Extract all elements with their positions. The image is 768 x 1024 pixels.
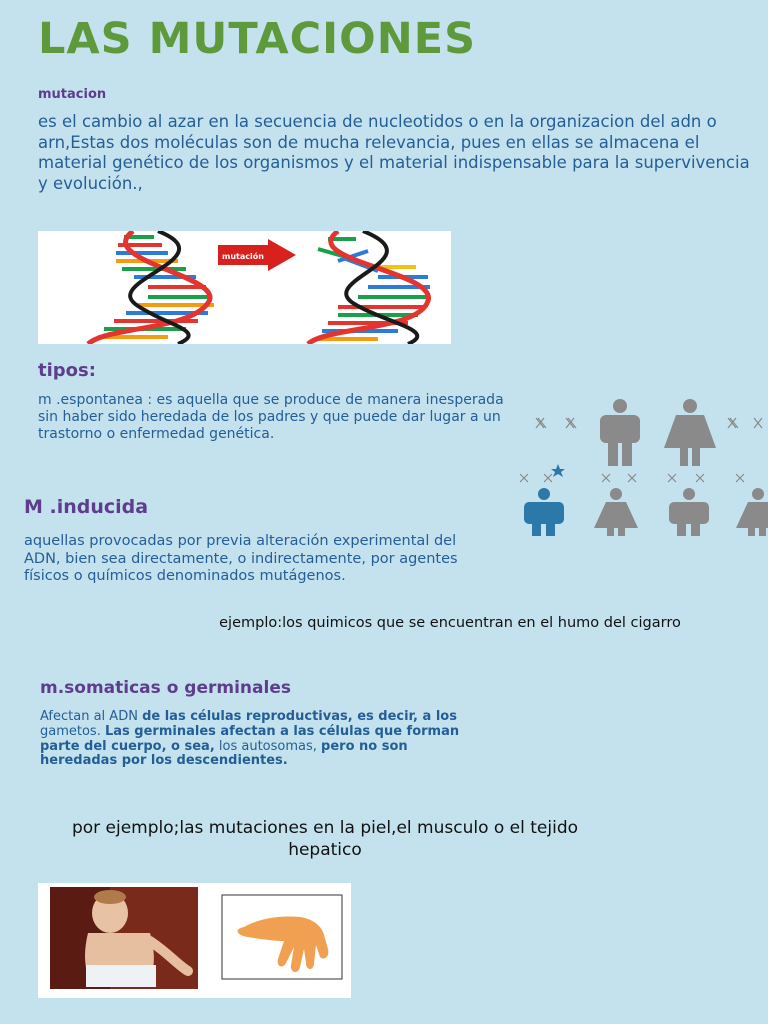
subheading-mutacion: mutacion: [38, 87, 107, 102]
dna-helix-left: [88, 231, 214, 344]
somaticas-example: por ejemplo;las mutaciones en la piel,el musculo o el tejido hepatico: [71, 818, 579, 860]
mutation-star-icon: [551, 464, 565, 477]
inheritance-figures: [508, 398, 768, 543]
arrow-label: mutación: [222, 252, 264, 261]
somaticas-bold-part: Las germinales afectan a las células que forman parte del cuerpo, o sea,: [40, 723, 460, 754]
dna-helix-right: [308, 231, 430, 344]
inducida-example: ejemplo:los quimicos que se encuentran en el humo del cigarro: [219, 615, 681, 631]
somaticas-bold-part: de las células reproductivas, es decir, a los: [142, 709, 457, 724]
intro-paragraph: es el cambio al azar en la secuencia de nucleotidos o en la organizacion del adn o arn,Estas dos moléculas son de mucha relevancia, pues en ellas se almacena el material genético de los organismos y el material indispensable para la supervivencia y evolución.,: [38, 112, 750, 193]
child-male-icon: [669, 488, 709, 536]
child-female-icon: [594, 488, 638, 536]
somaticas-heading: m.somaticas o germinales: [40, 678, 291, 698]
child-mutated-icon: [524, 488, 564, 536]
parent-female-icon: [664, 399, 716, 466]
somaticas-text-part: los autosomas,: [214, 738, 322, 754]
inheritance-diagram: [508, 398, 768, 543]
example-photos: [38, 883, 351, 998]
hand-photo: [222, 895, 342, 979]
inducida-paragraph: aquellas provocadas por previa alteración experimental del ADN, bien sea directamente, o indirectamente, por agentes físicos o químicos denominados mutágenos.: [24, 533, 458, 584]
examples-photo-panel: [38, 883, 351, 998]
page-title: LAS MUTACIONES: [38, 14, 477, 64]
somaticas-text-part: Afectan al ADN: [40, 709, 143, 724]
dna-mutation-image: [38, 231, 451, 344]
inducida-heading: M .inducida: [24, 496, 149, 518]
somaticas-text-part: gametos.: [40, 723, 101, 739]
parent-male-icon: [600, 399, 640, 466]
espontanea-paragraph: m .espontanea : es aquella que se produce de manera inesperada sin haber sido heredada de los padres y que puede dar lugar a un trastorno o enfermedad genética.: [38, 392, 504, 442]
dna-mutation-illustration: [38, 231, 451, 344]
child-female-partial-icon: [736, 488, 768, 536]
baby-photo: [50, 887, 198, 989]
mutation-arrow: [218, 239, 296, 271]
tipos-heading: tipos:: [38, 360, 96, 381]
somaticas-paragraph: [40, 710, 460, 769]
somaticas-bold-part: pero no son heredadas por los descendientes.: [40, 738, 408, 769]
